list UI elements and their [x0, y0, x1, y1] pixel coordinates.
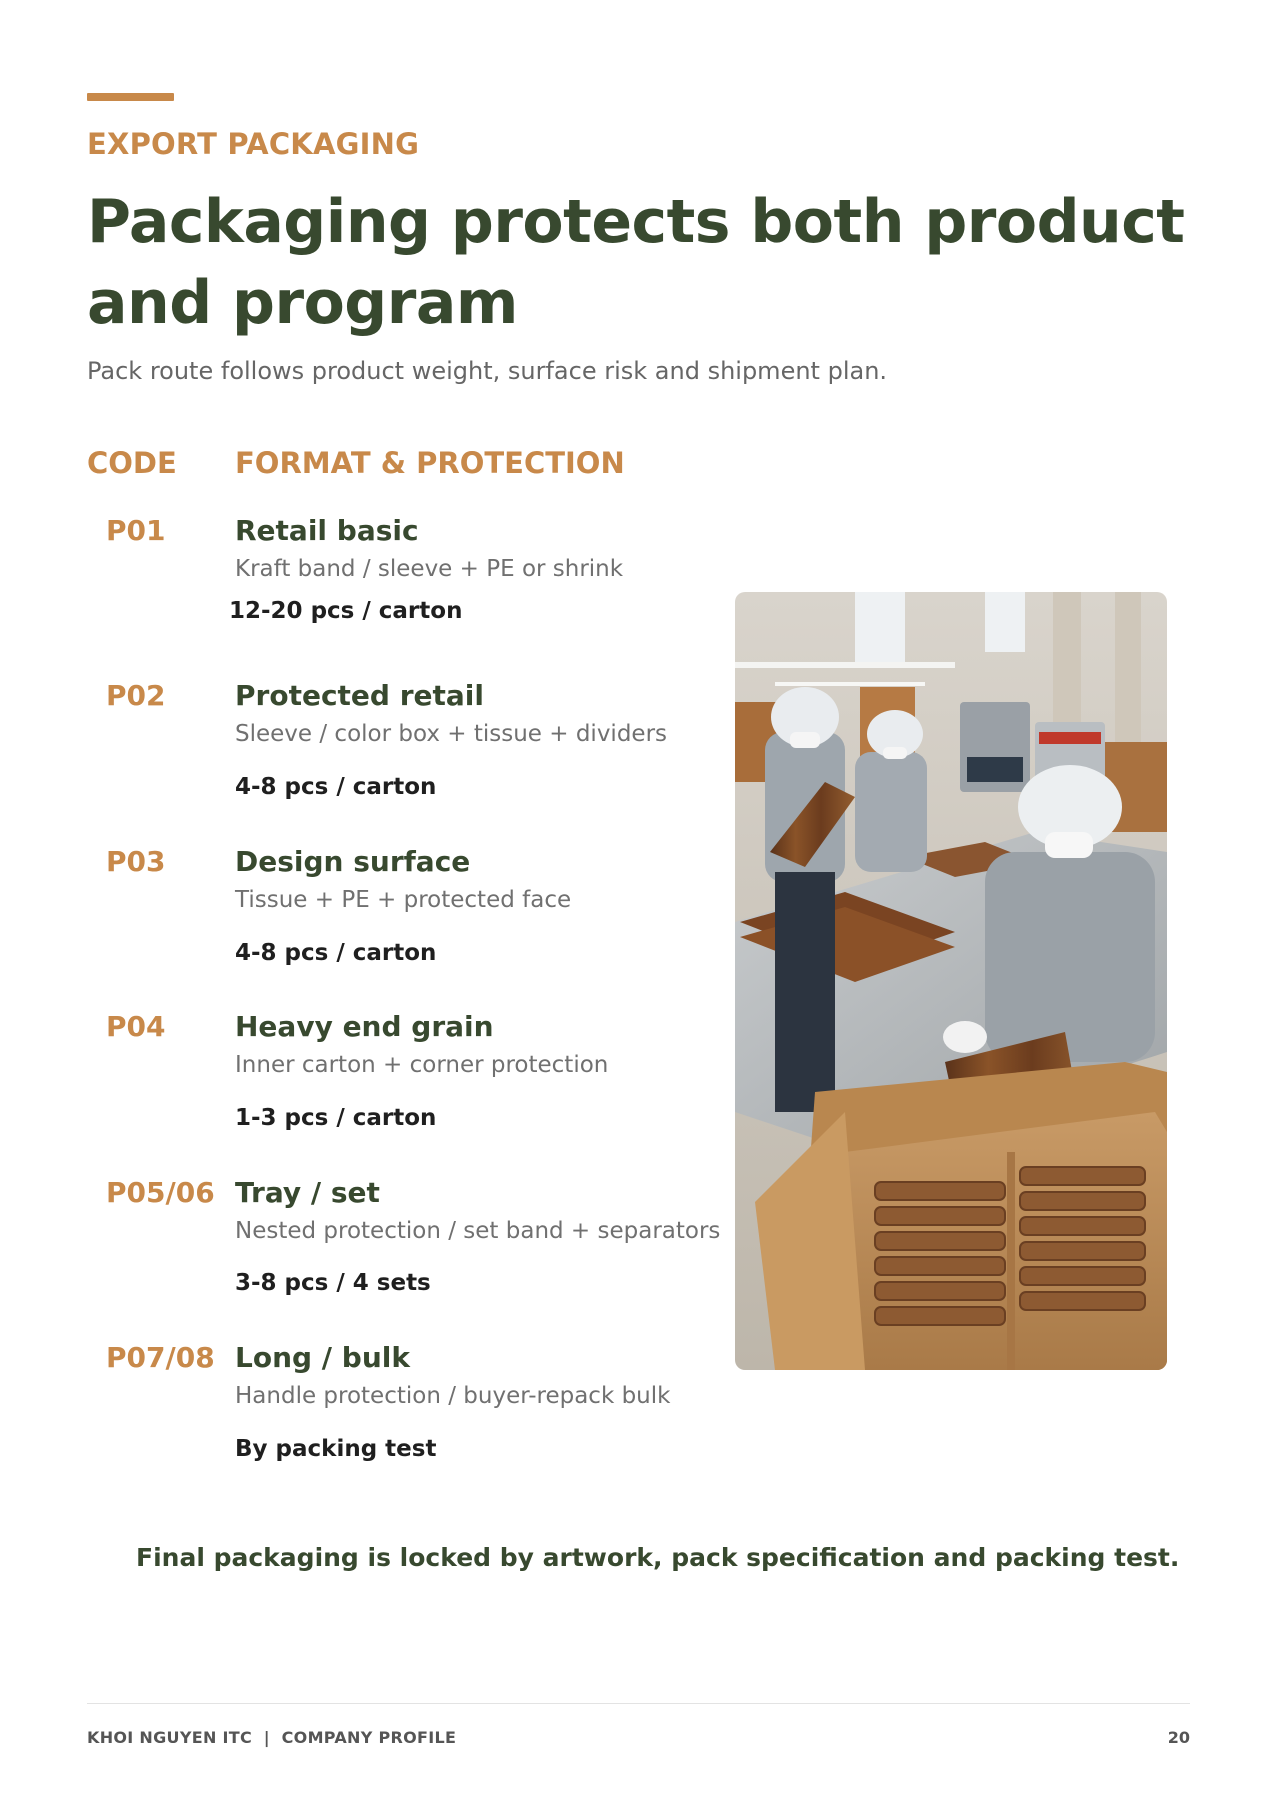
row-quantity: 4-8 pcs / carton — [235, 774, 437, 800]
row-name: Tray / set — [235, 1176, 380, 1209]
row-description: Kraft band / sleeve + PE or shrink — [235, 556, 624, 582]
packaging-row — [0, 1010, 730, 1160]
packaging-row — [0, 1341, 730, 1491]
row-name: Heavy end grain — [235, 1010, 494, 1043]
packing-line-photo — [735, 592, 1167, 1370]
code-column-header: CODE — [87, 446, 177, 480]
row-description: Inner carton + corner protection — [235, 1052, 609, 1078]
row-name: Long / bulk — [235, 1341, 410, 1374]
packaging-row — [0, 1176, 730, 1326]
row-quantity: 4-8 pcs / carton — [235, 940, 437, 966]
footer-company: KHOI NGUYEN ITC | COMPANY PROFILE — [87, 1728, 457, 1747]
packaging-row — [0, 514, 730, 664]
row-code: P01 — [106, 514, 166, 547]
row-code: P04 — [106, 1010, 166, 1043]
row-code: P02 — [106, 679, 166, 712]
page-subtitle: Pack route follows product weight, surface risk and shipment plan. — [87, 357, 888, 385]
footer-divider — [87, 1703, 1190, 1704]
accent-bar — [87, 93, 174, 101]
row-quantity: 3-8 pcs / 4 sets — [235, 1270, 431, 1296]
page-number: 20 — [1167, 1728, 1190, 1747]
row-code: P05/06 — [106, 1176, 215, 1209]
row-name: Protected retail — [235, 679, 484, 712]
row-name: Retail basic — [235, 514, 419, 547]
row-description: Nested protection / set band + separators — [235, 1218, 721, 1244]
row-quantity: 12-20 pcs / carton — [229, 598, 463, 624]
format-column-header: FORMAT & PROTECTION — [235, 446, 625, 480]
row-description: Tissue + PE + protected face — [235, 887, 572, 913]
row-description: Sleeve / color box + tissue + dividers — [235, 721, 668, 747]
row-description: Handle protection / buyer-repack bulk — [235, 1383, 671, 1409]
row-code: P03 — [106, 845, 166, 878]
row-name: Design surface — [235, 845, 471, 878]
row-quantity: By packing test — [235, 1436, 437, 1462]
row-quantity: 1-3 pcs / carton — [235, 1105, 437, 1131]
packaging-row — [0, 845, 730, 995]
row-code: P07/08 — [106, 1341, 215, 1374]
packaging-row — [0, 679, 730, 829]
section-eyebrow: EXPORT PACKAGING — [87, 127, 420, 161]
closing-note: Final packaging is locked by artwork, pack specification and packing test. — [136, 1543, 1180, 1572]
page-title: Packaging protects both product and program — [87, 187, 1185, 338]
